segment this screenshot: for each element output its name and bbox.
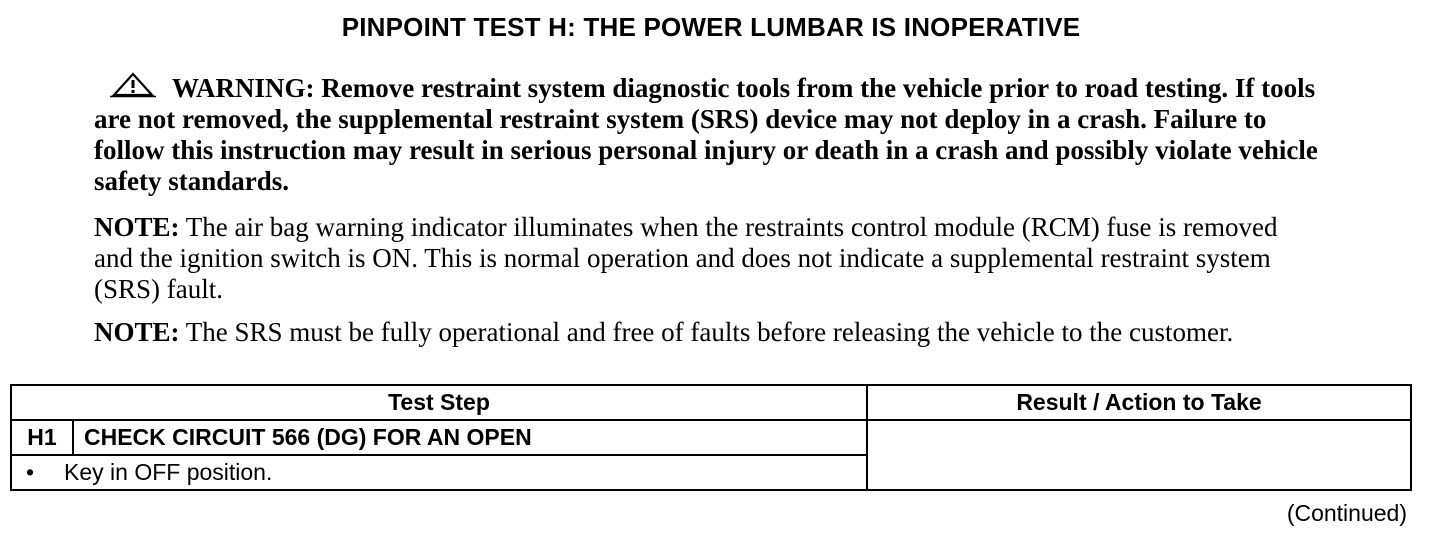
page-title: PINPOINT TEST H: THE POWER LUMBAR IS INOPERATIVE [341,12,1081,42]
step-instruction [11,455,867,490]
result-action-header: Result / Action to Take [867,385,1411,420]
test-step-table [10,384,1412,491]
step-title: CHECK CIRCUIT 566 (DG) FOR AN OPEN [73,420,867,455]
note-2 [94,317,1319,348]
step-instruction-text: Key in OFF position. [64,459,273,485]
step-result [867,420,1411,490]
test-step-header: Test Step [11,385,867,420]
warning-block [94,72,1319,197]
note-1 [94,212,1319,305]
table-header-row [11,385,1411,420]
continued-label: (Continued) [1286,500,1407,526]
note-text: The air bag warning indicator illuminates when the restraints control module (RCM) fuse is removed and the ignition switch is ON. This is normal operation and does not indicate a supplemental restraint system (SRS) fault. [94,212,1278,304]
note-text: The SRS must be fully operational and free of faults before releasing the vehicle to the customer. [185,317,1234,347]
table-row [11,420,1411,455]
warning-text: WARNING: Remove restraint system diagnostic tools from the vehicle prior to road testing. If tools are not removed, the supplemental restraint system (SRS) device may not deploy in a crash. Failure to follow this instruction may result in serious personal injury or death in a crash and possibly violate vehicle safety standards. [94,73,1318,196]
step-id: H1 [11,420,73,455]
warning-triangle-icon [108,72,158,98]
note-label: NOTE: [94,212,180,242]
note-label: NOTE: [94,317,180,347]
bullet-icon: • [26,459,35,485]
